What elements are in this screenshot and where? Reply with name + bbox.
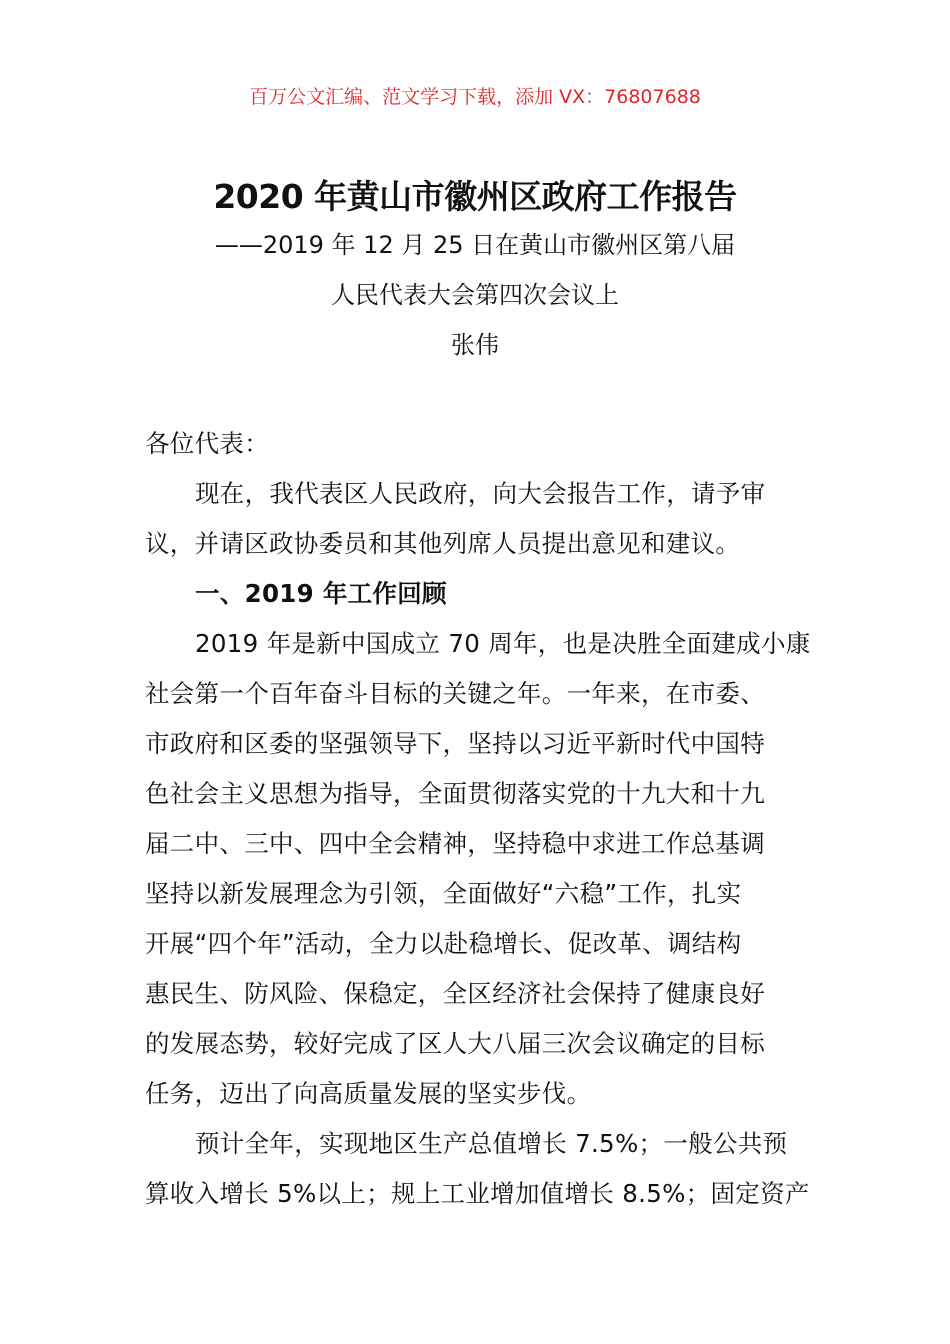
paragraph-line: 的发展态势，较好完成了区人大八届三次会议确定的目标 xyxy=(145,1029,765,1058)
subtitle-line-1: ——2019 年 12 月 25 日在黄山市徽州区第八届 xyxy=(214,231,736,259)
paragraph-line: 届二中、三中、四中全会精神，坚持稳中求进工作总基调 xyxy=(145,829,765,858)
paragraph-line: 算收入增长 5%以上；规上工业增加值增长 8.5%；固定资产 xyxy=(145,1179,810,1208)
paragraph-line: 任务，迈出了向高质量发展的坚实步伐。 xyxy=(145,1079,592,1108)
paragraph-line: 市政府和区委的坚强领导下，坚持以习近平新时代中国特 xyxy=(145,729,765,758)
subtitle-line-2: 人民代表大会第四次会议上 xyxy=(331,281,619,309)
salutation: 各位代表： xyxy=(145,429,269,458)
paragraph-line: 现在，我代表区人民政府，向大会报告工作，请予审 xyxy=(195,479,766,508)
paragraph-line: 2019 年是新中国成立 70 周年，也是决胜全面建成小康 xyxy=(195,629,811,658)
section-heading: 一、2019 年工作回顾 xyxy=(195,579,447,608)
watermark-banner: 百万公文汇编、范文学习下载，添加 VX：76807688 xyxy=(249,86,701,108)
paragraph-line: 惠民生、防风险、保稳定，全区经济社会保持了健康良好 xyxy=(145,979,765,1008)
document-title: 2020 年黄山市徽州区政府工作报告 xyxy=(213,177,737,216)
author: 张伟 xyxy=(451,331,499,359)
document-body xyxy=(145,419,810,1219)
paragraph-line: 社会第一个百年奋斗目标的关键之年。一年来，在市委、 xyxy=(145,679,765,708)
paragraph-line: 议，并请区政协委员和其他列席人员提出意见和建议。 xyxy=(145,529,741,558)
paragraph-line: 开展“四个年”活动，全力以赴稳增长、促改革、调结构 xyxy=(145,929,742,958)
paragraph-line: 坚持以新发展理念为引领，全面做好“六稳”工作，扎实 xyxy=(145,879,742,908)
paragraph-line: 色社会主义思想为指导，全面贯彻落实党的十九大和十九 xyxy=(145,779,765,808)
paragraph-line: 预计全年，实现地区生产总值增长 7.5%；一般公共预 xyxy=(195,1129,788,1158)
